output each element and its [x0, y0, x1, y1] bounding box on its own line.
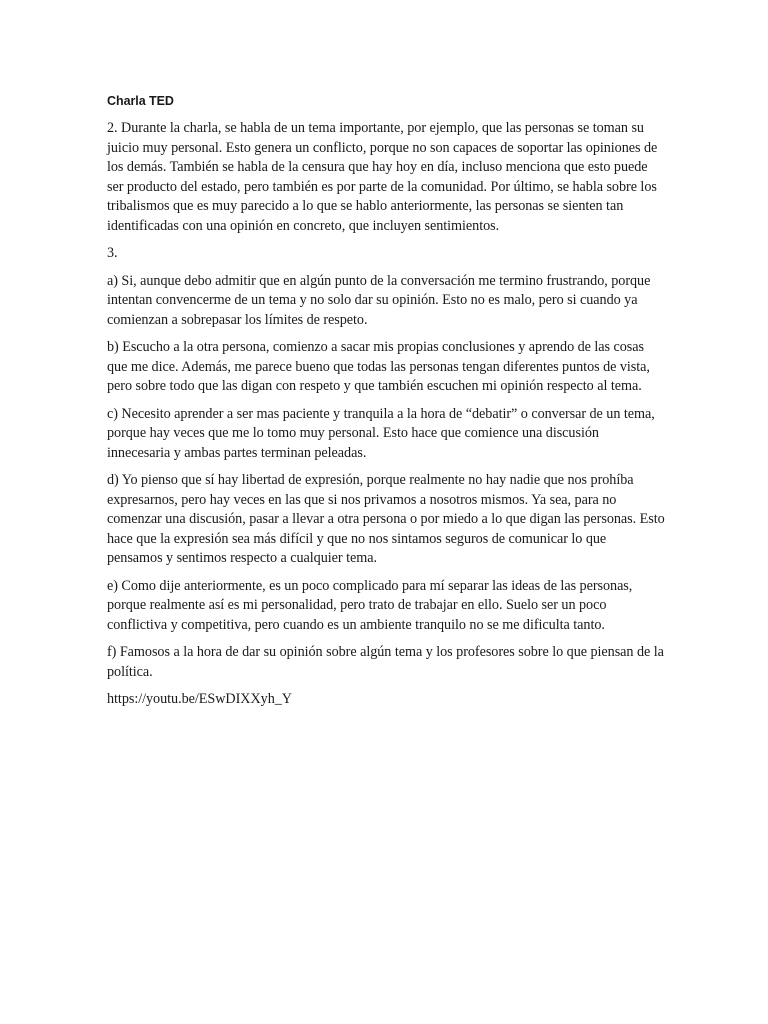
link-paragraph — [107, 690, 665, 710]
answer-f: f) Famosos a la hora de dar su opinión sobre algún tema y los profesores sobre lo que piensan de la política. — [107, 644, 664, 680]
document-title: Charla TED — [107, 94, 174, 108]
document-body — [107, 92, 665, 718]
paragraph-summary: 2. Durante la charla, se habla de un tema importante, por ejemplo, que las personas se toman su juicio muy personal. Esto genera un conflicto, porque no son capaces de soportar las opiniones de los demás. También se habla de la censura que hay hoy en día, incluso menciona que esto puede ser producto del estado, pero también es por parte de la comunidad. Por último, se habla sobre los tribalismos que es muy parecido a lo que se hablo anteriormente, las personas se sienten tan identificadas con una opinión en concreto, que incluyen sentimientos. — [107, 120, 658, 234]
answer-a: a) Si, aunque debo admitir que en algún punto de la conversación me termino frustrando, porque intentan convencerme de un tema y no solo dar su opinión. Esto no es malo, pero si cuando ya comienzan a sobrepasar los límites de respeto. — [107, 272, 651, 328]
answer-e: e) Como dije anteriormente, es un poco complicado para mí separar las ideas de las personas, porque realmente así es mi personalidad, pero trato de trabajar en ello. Suelo ser un poco conflictiva y competitiva, pero cuando es un ambiente tranquilo no se me dificulta tanto. — [107, 577, 633, 633]
youtube-link[interactable]: https://youtu.be/ESwDIXXyh_Y — [107, 691, 293, 707]
answer-d: d) Yo pienso que sí hay libertad de expresión, porque realmente no hay nadie que nos prohíba expresarnos, pero hay veces en las que si nos privamos a nosotros mismos. Ya sea, para no comenzar una discusión, pasar a llevar a otra persona o por miedo a lo que digan las personas. Esto hace que la expresión sea más difícil y que no nos sintamos seguros de comunicar lo que pensamos y sentimos respecto a cualquier tema. — [107, 472, 665, 566]
answer-b: b) Escucho a la otra persona, comienzo a sacar mis propias conclusiones y aprendo de las cosas que me dice. Además, me parece bueno que todas las personas tengan diferentes puntos de vista, pero sobre todo que las digan con respeto y que también escuchen mi opinión respecto al tema. — [107, 339, 650, 394]
section-number: 3. — [107, 245, 118, 261]
answer-c: c) Necesito aprender a ser mas paciente y tranquila a la hora de “debatir” o conversar de un tema, porque hay veces que me lo tomo muy personal. Esto hace que comience una discusión innecesaria y ambas partes terminan peleadas. — [107, 405, 655, 461]
